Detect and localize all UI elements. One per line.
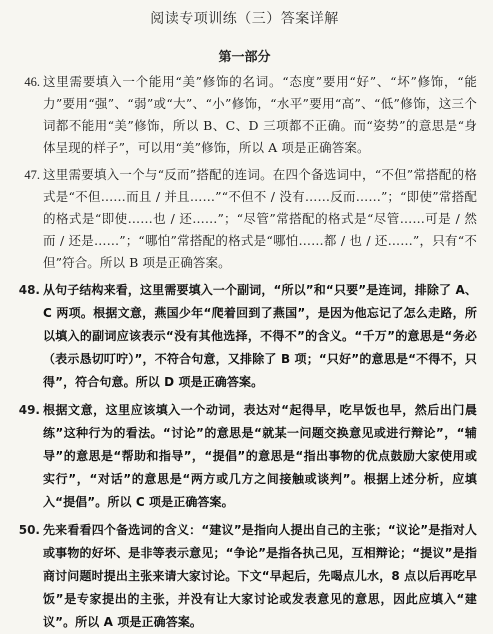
answer-explanation: 这里需要填入一个与“反而”搭配的连词。在四个备选词中，“不但”常搭配的格式是“不但……而且 / 并且……”“不但不 / 没有……反而……”；“即使”常搭配的格式是“即使……也 / 还……”；“尽管”常搭配的格式是“尽管……可是 / 然而 / 还是……”；“哪怕”常搭配的格式是“哪怕……都 / 也 / 还……”，只有“不但”符合。所以 B 项是正确答案。: [43, 167, 477, 270]
document-title: 阅读专项训练（三）答案详解: [150, 11, 339, 27]
answer-explanation: 根据文意，这里应该填入一个动词，表达对“起得早，吃早饭也早，然后出门晨练”这种行为的看法。“讨论”的意思是“就某一问题交换意见或进行辩论”，“辅导”的意思是“帮助和指导”，“提倡”的意思是“指出事物的优点鼓励大家使用或实行”，“对话”的意思是“两方或几方之间接触或谈判”。根据上述分析，应填入“提倡”。所以 C 项是正确答案。: [43, 403, 477, 509]
answer-explanation: 从句子结构来看，这里需要填入一个副词，“所以”和“只要”是连词，排除了 A、C 两项。根据文意，燕国少年“爬着回到了燕国”，是因为他忘记了怎么走路，所以填入的副词应该表示“没有其他选择，不得不”的含义。“千万”的意思是“务必（表示恳切叮咛）”，不符合句意，又排除了 B 项；“只好”的意思是“不得不，只得”，符合句意。所以 D 项是正确答案。: [43, 283, 477, 389]
part-heading: 第一部分: [218, 50, 271, 65]
question-number: 48.: [18, 283, 40, 297]
answer-list: [12, 71, 477, 634]
answer-item-47: [12, 164, 477, 274]
question-number: 49.: [18, 403, 40, 417]
question-number: 46.: [24, 75, 40, 89]
answer-item-48: [12, 279, 477, 394]
answer-explanation: 这里需要填入一个能用“美”修饰的名词。“态度”要用“好”、“坏”修饰，“能力”要用“强”、“弱”或“大”、“小”修饰，“水平”要用“高”、“低”修饰，这三个词都不能用“美”修饰，所以 B、C、D 三项都不正确。而“姿势”的意思是“身体呈现的样子”，可以用“美”修饰，所以 A 项是正确答案。: [43, 74, 477, 155]
question-number: 47.: [24, 168, 40, 182]
answer-item-50: [12, 519, 477, 634]
answer-explanation: 先来看看四个备选词的含义：“建议”是指向人提出自己的主张；“议论”是指对人或事物的好坏、是非等表示意见；“争论”是指各执己见，互相辩论；“提议”是指商讨问题时提出主张来请大家讨论。下文“早起后，先喝点儿水，8 点以后再吃早饭”是专家提出的主张，并没有让大家讨论或发表意见的意思，因此应填入“建议”。所以 A 项是正确答案。: [43, 523, 477, 629]
answer-item-49: [12, 399, 477, 514]
answer-item-46: [12, 71, 477, 159]
question-number: 50.: [18, 523, 40, 537]
